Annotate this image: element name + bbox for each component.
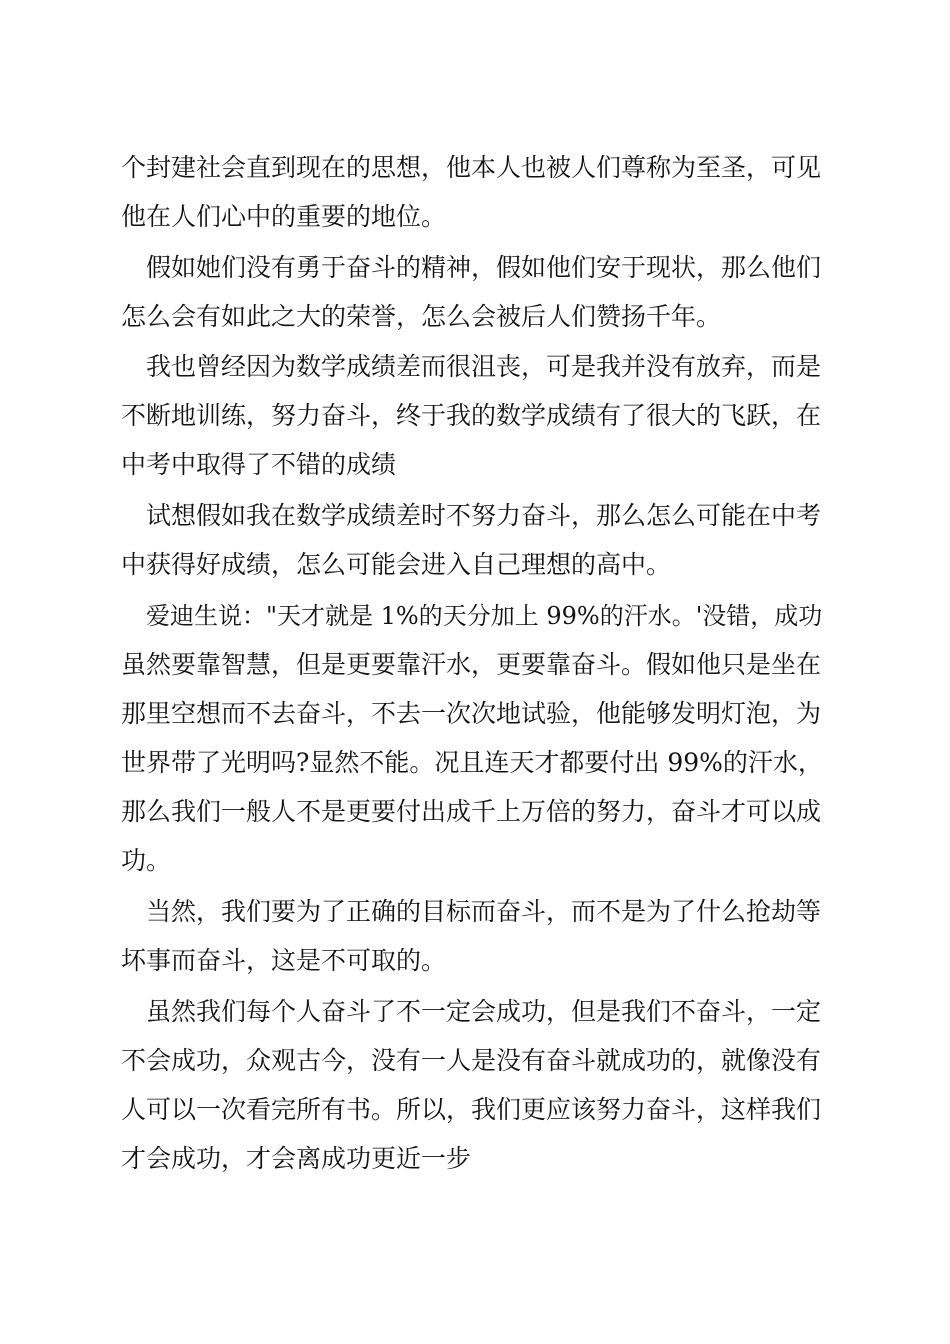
text-line: 虽然我们每个人奋斗了不一定会成功，但是我们不奋斗，一定 (146, 997, 822, 1026)
text-line: 人可以一次看完所有书。所以，我们更应该努力奋斗，这样我们 (121, 1095, 822, 1124)
text-line: 不会成功，众观古今，没有一人是没有奋斗就成功的，就像没有 (121, 1046, 822, 1075)
text-line: 那里空想而不去奋斗，不去一次次地试验，他能够发明灯泡，为 (121, 699, 822, 728)
text-line: 不断地训练，努力奋斗，终于我的数学成绩有了很大的飞跃，在 (121, 401, 822, 430)
text-line: 中获得好成绩，怎么可能会进入自己理想的高中。 (121, 550, 672, 579)
text-line: 功。 (121, 846, 172, 875)
text-line: 当然，我们要为了正确的目标而奋斗，而不是为了什么抢劫等 (146, 897, 822, 926)
text-line: 试想假如我在数学成绩差时不努力奋斗，那么怎么可能在中考 (146, 501, 822, 530)
text-line: 怎么会有如此之大的荣誉，怎么会被后人们赞扬千年。 (121, 302, 722, 331)
text-line: 虽然要靠智慧，但是更要靠汗水，更要靠奋斗。假如他只是坐在 (121, 650, 822, 679)
text-line: 爱迪生说："天才就是 1%的天分加上 99%的汗水。'没错，成功 (146, 602, 823, 630)
text-line: 我也曾经因为数学成绩差而很沮丧，可是我并没有放弃，而是 (146, 352, 822, 381)
text-line: 坏事而奋斗，这是不可取的。 (121, 946, 447, 975)
text-line: 那么我们一般人不是更要付出成千上万倍的努力，奋斗才可以成 (121, 797, 822, 826)
text-line: 假如她们没有勇于奋斗的精神，假如他们安于现状，那么他们 (146, 253, 822, 282)
text-line: 他在人们心中的重要的地位。 (121, 202, 447, 231)
text-line: 才会成功，才会离成功更近一步 (121, 1144, 472, 1173)
text-line: 个封建社会直到现在的思想，他本人也被人们尊称为至圣，可见 (121, 153, 822, 182)
text-line: 中考中取得了不错的成绩 (121, 450, 397, 479)
text-line: 世界带了光明吗?显然不能。况且连天才都要付出 99%的汗水， (121, 748, 823, 777)
